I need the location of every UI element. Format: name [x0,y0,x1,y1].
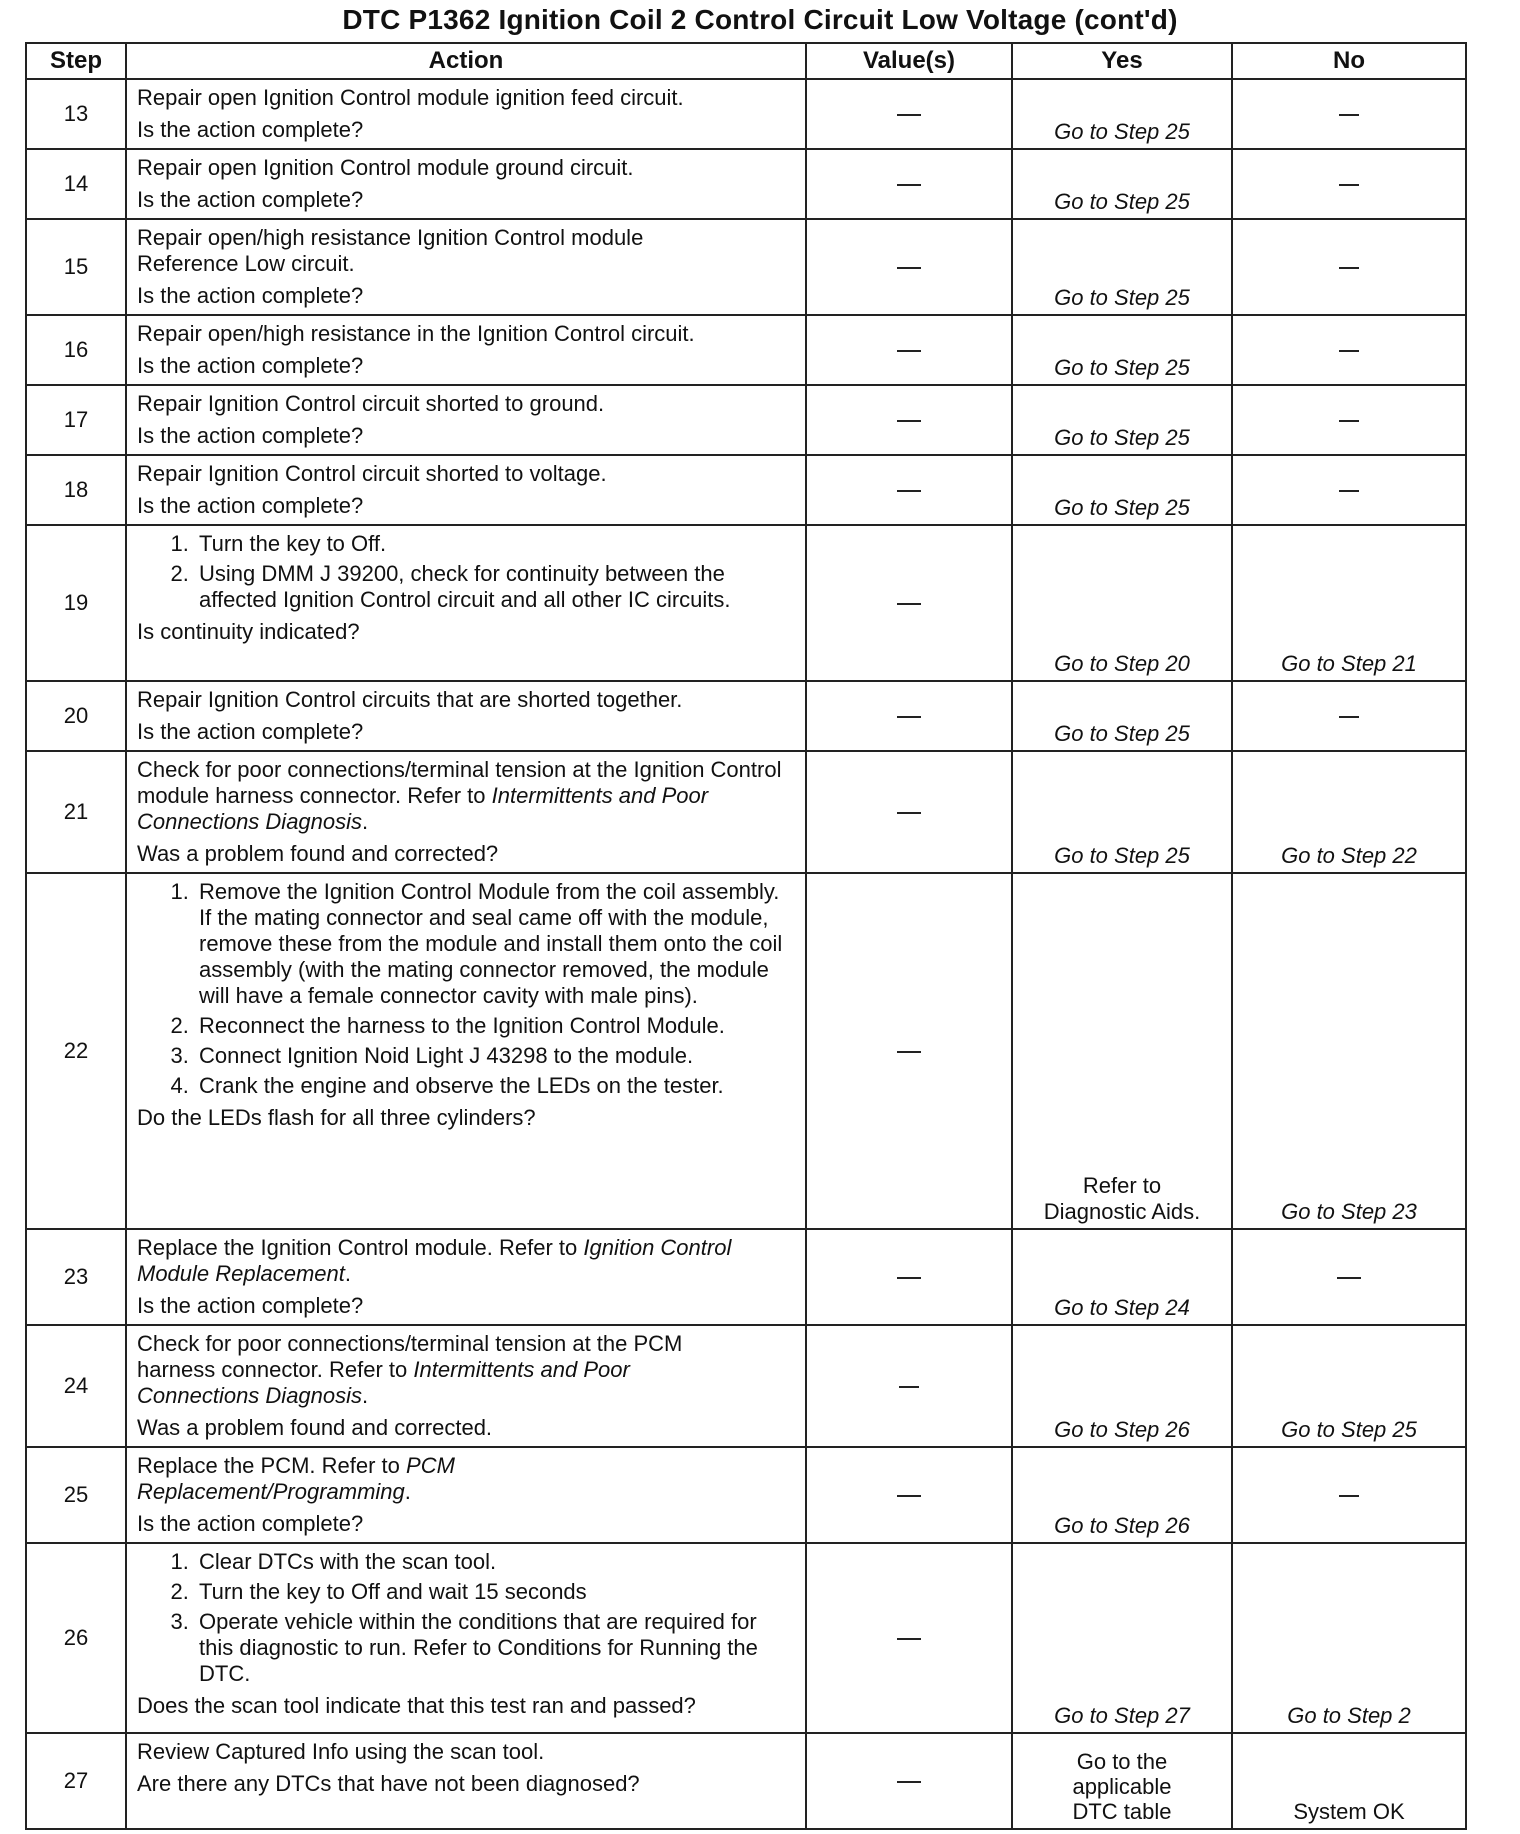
table-row [26,1733,1466,1829]
yes-cell [1012,1733,1232,1829]
action-text [137,1235,747,1287]
action-text: Repair Ignition Control circuit shorted to voltage. [137,461,607,486]
action-text: Review Captured Info using the scan tool. [137,1739,545,1764]
table-row [26,315,1466,385]
action-text-part: . [362,1383,369,1408]
action-question: Are there any DTCs that have not been diagnosed? [137,1771,640,1796]
table-row [26,149,1466,219]
no-cell [1232,315,1466,385]
dash-mark [897,490,921,492]
no-cell [1232,385,1466,455]
action-cell [126,1447,806,1543]
reference-link-text: Intermittents and Poor Connections Diagnosis [137,783,709,834]
dash-mark [1339,716,1359,718]
dash-mark [897,114,921,116]
action-text: Repair open Ignition Control module ground circuit. [137,155,634,180]
action-question: Is the action complete? [137,1293,364,1318]
dash-mark [1339,114,1359,116]
action-text-part: Check for poor connections/terminal tension at the PCM harness connector. Refer to [137,1331,683,1382]
list-item: 2. Turn the key to Off and wait 15 seconds [195,1579,795,1605]
action-cell [126,525,806,681]
value-cell [806,219,1012,315]
dash-mark [897,1277,921,1279]
yes-cell: Go to Step 25 [1012,751,1232,873]
yes-cell: Go to Step 25 [1012,219,1232,315]
step-number: 16 [26,315,126,385]
value-cell [806,1447,1012,1543]
table-row [26,79,1466,149]
yes-cell: Go to Step 20 [1012,525,1232,681]
action-cell [126,1543,806,1733]
action-text-part: . [362,809,369,834]
no-cell: Go to Step 22 [1232,751,1466,873]
action-question: Is the action complete? [137,283,364,308]
value-cell [806,873,1012,1229]
value-cell [806,1543,1012,1733]
action-question: Is the action complete? [137,493,364,518]
diagnostic-table [25,42,1467,1830]
dash-mark [1339,184,1359,186]
action-question: Is continuity indicated? [137,619,360,644]
action-question: Was a problem found and corrected? [137,841,499,866]
yes-cell [1012,873,1232,1229]
value-cell [806,751,1012,873]
step-number: 13 [26,79,126,149]
action-steps [137,1549,795,1687]
yes-cell: Go to Step 26 [1012,1325,1232,1447]
list-item: 1. Turn the key to Off. [195,531,755,557]
no-cell: Go to Step 21 [1232,525,1466,681]
action-text-part: . [404,1479,411,1504]
step-number: 17 [26,385,126,455]
table-row [26,1229,1466,1325]
step-number: 23 [26,1229,126,1325]
header-action: Action [126,43,806,79]
no-cell [1232,681,1466,751]
yes-cell: Go to Step 24 [1012,1229,1232,1325]
value-cell [806,149,1012,219]
action-text: Repair open/high resistance Ignition Control module Reference Low circuit. [137,225,644,276]
action-question: Do the LEDs flash for all three cylinders? [137,1105,536,1130]
action-text [137,1331,747,1409]
table-row [26,1447,1466,1543]
dash-mark [897,267,921,269]
step-number: 15 [26,219,126,315]
no-cell: Go to Step 2 [1232,1543,1466,1733]
dash-mark [897,603,921,605]
dash-mark [1337,1277,1361,1279]
table-header-row [26,43,1466,79]
action-cell [126,873,806,1229]
dash-mark [1339,420,1359,422]
reference-link-text: Ignition Control Module Replacement [137,1235,732,1286]
action-text-part: Replace the Ignition Control module. Refer to [137,1235,584,1260]
dash-mark [897,1781,921,1783]
action-cell [126,385,806,455]
table-row [26,1325,1466,1447]
action-cell [126,315,806,385]
dash-mark [1339,1495,1359,1497]
action-steps [137,531,755,613]
no-cell [1232,1229,1466,1325]
table-row [26,873,1466,1229]
dash-mark [1339,490,1359,492]
list-item: 2. Using DMM J 39200, check for continuity between the affected Ignition Control circuit and all other IC circuits. [195,561,755,613]
action-question: Is the action complete? [137,1511,364,1536]
value-cell [806,525,1012,681]
no-cell [1232,219,1466,315]
no-cell: Go to Step 23 [1232,873,1466,1229]
header-step: Step [26,43,126,79]
dash-mark [897,1495,921,1497]
action-cell [126,1229,806,1325]
action-cell [126,681,806,751]
dash-mark [897,1638,921,1640]
dash-mark [899,1386,919,1388]
yes-cell: Go to Step 25 [1012,315,1232,385]
yes-cell: Go to Step 25 [1012,149,1232,219]
value-cell [806,1229,1012,1325]
dash-mark [897,812,921,814]
action-text: Repair open Ignition Control module ignition feed circuit. [137,85,684,110]
action-question: Is the action complete? [137,187,364,212]
action-text-part: . [344,1261,352,1286]
list-item: 2. Reconnect the harness to the Ignition Control Module. [195,1013,785,1039]
yes-cell: Go to Step 25 [1012,455,1232,525]
action-text: Repair Ignition Control circuits that are shorted together. [137,687,683,712]
table-row [26,455,1466,525]
step-number: 24 [26,1325,126,1447]
no-cell [1232,79,1466,149]
step-number: 21 [26,751,126,873]
action-question: Was a problem found and corrected. [137,1415,493,1440]
action-text: Repair Ignition Control circuit shorted to ground. [137,391,605,416]
action-question: Is the action complete? [137,719,364,744]
table-row [26,1543,1466,1733]
value-cell [806,79,1012,149]
action-text [137,1453,537,1505]
action-text: Repair open/high resistance in the Ignition Control circuit. [137,321,695,346]
step-number: 26 [26,1543,126,1733]
table-row [26,525,1466,681]
value-cell [806,315,1012,385]
action-question: Is the action complete? [137,353,364,378]
dash-mark [1339,267,1359,269]
table-row [26,681,1466,751]
yes-text: Refer to Diagnostic Aids. [1043,1173,1201,1224]
table-row [26,385,1466,455]
step-number: 25 [26,1447,126,1543]
dash-mark [897,420,921,422]
header-no: No [1232,43,1466,79]
dash-mark [897,1051,921,1053]
value-cell [806,1325,1012,1447]
step-number: 20 [26,681,126,751]
list-item: 3. Connect Ignition Noid Light J 43298 to the module. [195,1043,785,1069]
step-number: 22 [26,873,126,1229]
yes-cell: Go to Step 25 [1012,385,1232,455]
action-cell [126,1733,806,1829]
no-cell: System OK [1232,1733,1466,1829]
list-item: 1. Remove the Ignition Control Module from the coil assembly. If the mating connector and seal came off with the module, remove these from the module and install them onto the coil assembly (with the mating connector removed, the module will have a female connector cavity with male pins). [195,879,785,1009]
no-cell [1232,455,1466,525]
list-item: 1. Clear DTCs with the scan tool. [195,1549,795,1575]
action-question: Is the action complete? [137,423,364,448]
action-cell [126,455,806,525]
header-values: Value(s) [806,43,1012,79]
action-cell [126,751,806,873]
yes-cell: Go to Step 25 [1012,79,1232,149]
value-cell [806,681,1012,751]
list-item: 4. Crank the engine and observe the LEDs on the tester. [195,1073,785,1099]
table-row [26,219,1466,315]
yes-cell: Go to Step 25 [1012,681,1232,751]
action-question: Is the action complete? [137,117,364,142]
action-text [137,757,795,835]
value-cell [806,385,1012,455]
no-cell [1232,1447,1466,1543]
yes-cell: Go to Step 26 [1012,1447,1232,1543]
dash-mark [897,184,921,186]
value-cell [806,1733,1012,1829]
reference-link-text: PCM Replacement/Programming [137,1453,455,1504]
action-cell [126,149,806,219]
action-text-part: Replace the PCM. Refer to [137,1453,407,1478]
header-yes: Yes [1012,43,1232,79]
dash-mark [1339,350,1359,352]
step-number: 19 [26,525,126,681]
step-number: 14 [26,149,126,219]
step-number: 27 [26,1733,126,1829]
reference-link-text: Intermittents and Poor Connections Diagnosis [137,1357,630,1408]
page-title: DTC P1362 Ignition Coil 2 Control Circuit Low Voltage (cont'd) [342,4,1178,35]
action-text-part: Check for poor connections/terminal tension at the Ignition Control module harness connector. Refer to [137,757,782,808]
table-row [26,751,1466,873]
dash-mark [897,716,921,718]
action-steps [137,879,785,1099]
value-cell [806,455,1012,525]
dash-mark [897,350,921,352]
step-number: 18 [26,455,126,525]
yes-text: Go to the applicable DTC table [1072,1749,1172,1824]
action-cell [126,79,806,149]
list-item: 3. Operate vehicle within the conditions that are required for this diagnostic to run. Refer to Conditions for Running the DTC. [195,1609,795,1687]
action-question: Does the scan tool indicate that this test ran and passed? [137,1693,696,1718]
no-cell: Go to Step 25 [1232,1325,1466,1447]
yes-cell: Go to Step 27 [1012,1543,1232,1733]
action-cell [126,219,806,315]
action-cell [126,1325,806,1447]
no-cell [1232,149,1466,219]
